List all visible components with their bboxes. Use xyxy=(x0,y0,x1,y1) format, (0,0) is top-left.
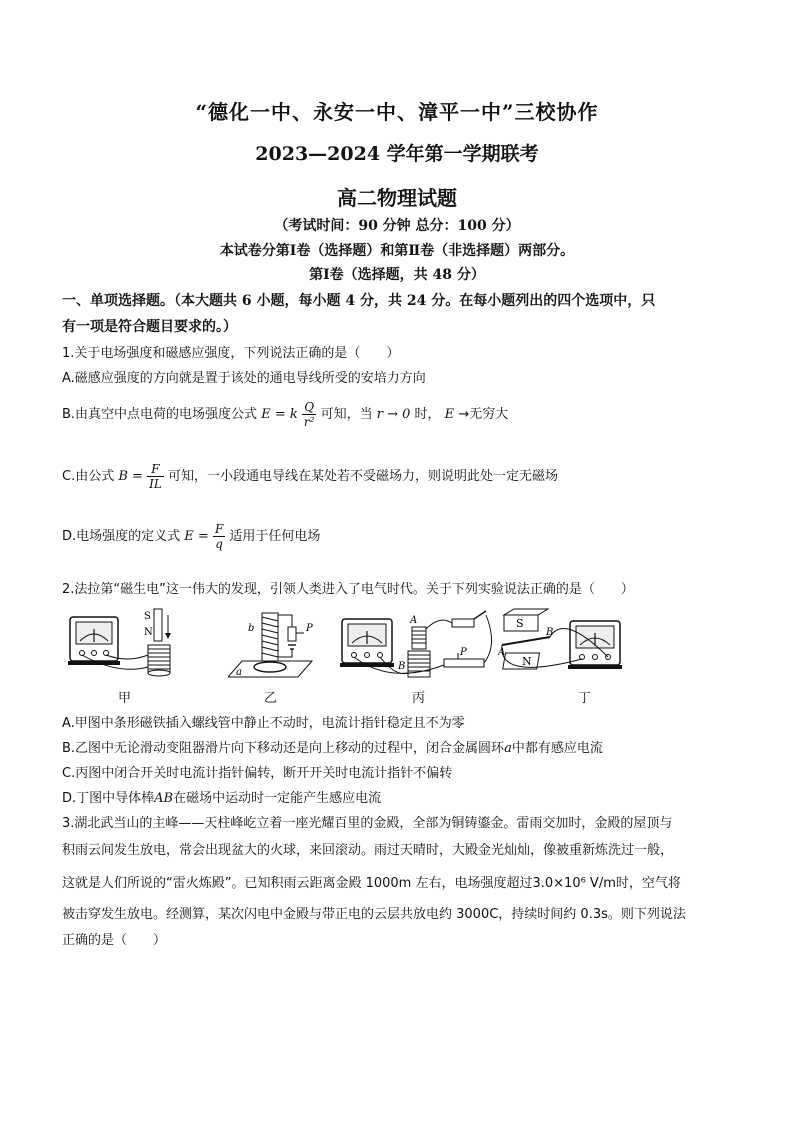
figure-caption-ding: 丁 xyxy=(578,691,592,706)
q1-stem: 1.关于电场强度和磁感应强度，下列说法正确的是（ ） xyxy=(62,346,400,361)
q3-line3 xyxy=(62,872,742,891)
coil-icon xyxy=(262,613,278,661)
q1-b-mid2: 时， xyxy=(414,407,441,422)
q1-option-c xyxy=(62,462,742,491)
inner-coil-icon xyxy=(412,627,426,649)
q2-option-d xyxy=(62,787,742,806)
galvanometer-base xyxy=(68,661,120,665)
q1-d-post: 适用于任何电场 xyxy=(229,529,321,544)
q1-b-e: E xyxy=(444,407,455,422)
figure-caption-bing: 丙 xyxy=(412,691,426,706)
q1-c-num: F xyxy=(147,462,164,477)
q2-b-a: a xyxy=(504,741,512,756)
coil-b-label: B xyxy=(398,661,406,672)
q1-b-post: →无穷大 xyxy=(458,407,509,422)
rod-b-label: B xyxy=(546,627,554,638)
pole-s-label: S xyxy=(516,617,524,630)
q2-option-c: C.丙图中闭合开关时电流计指针偏转，断开开关时电流计指针不偏转 xyxy=(62,766,453,781)
q1-c-den: IL xyxy=(149,477,162,491)
galvanometer-base xyxy=(568,665,622,669)
q1-b-fraction xyxy=(302,400,317,429)
figure-yi xyxy=(228,605,328,685)
q1-b-num: Q xyxy=(302,400,317,415)
q2-option-a: A.甲图中条形磁铁插入螺线管中静止不动时，电流计指针稳定且不为零 xyxy=(62,716,465,731)
q1-c-pre: C.由公式 xyxy=(62,469,115,484)
wire xyxy=(426,620,452,629)
rod-a-label: A xyxy=(498,647,506,658)
magnet-top xyxy=(504,609,548,615)
exam-subtitle: 2023—2024 学年第一学期联考 xyxy=(255,143,539,165)
figure-jia xyxy=(68,605,188,685)
exam-title: “德化一中、永安一中、漳平一中”三校协作 xyxy=(195,100,599,124)
structure-info: 本试卷分第Ⅰ卷（选择题）和第Ⅱ卷（非选择题）两部分。 xyxy=(219,243,575,259)
solenoid-coil xyxy=(148,645,170,676)
wire xyxy=(278,615,292,627)
q1-d-pre: D.电场强度的定义式 xyxy=(62,529,181,544)
magnet-s-label: S xyxy=(144,611,151,622)
q1-option-a: A.磁感应强度的方向就是置于该处的通电导线所受的安培力方向 xyxy=(62,371,426,386)
q2-d-post: 在磁场中运动时一定能产生感应电流 xyxy=(173,791,382,806)
q1-option-d xyxy=(62,522,742,551)
exam-name: 高二物理试题 xyxy=(337,186,457,210)
q1-d-eq: E = xyxy=(184,529,209,544)
part1-heading: 第Ⅰ卷（选择题，共 48 分） xyxy=(309,267,485,283)
q3-line1: 3.湖北武当山的主峰——天柱峰屹立着一座光耀百里的金殿，全部为铜铸鎏金。雷雨交加时，金殿的屋顶与 xyxy=(62,816,673,831)
slider-p-label: P xyxy=(306,623,313,634)
wire xyxy=(278,649,292,657)
q1-d-den: q xyxy=(215,537,223,551)
coil-b-label: b xyxy=(248,623,255,634)
q2-option-b xyxy=(62,737,742,756)
section1-line1: 一、单项选择题。（本大题共 6 小题，每小题 4 分，共 24 分。在每小题列出的四个选项中，只 xyxy=(62,293,656,309)
pole-n-label: N xyxy=(522,655,532,668)
q1-b-pre: B.由真空中点电荷的电场强度公式 xyxy=(62,407,258,422)
battery xyxy=(452,619,474,627)
q2-stem: 2.法拉第“磁生电”这一伟大的发现，引领人类进入了电气时代。关于下列实验说法正确的是（ ） xyxy=(62,582,634,597)
q1-option-b xyxy=(62,400,742,429)
q3-line5: 正确的是（ ） xyxy=(62,933,167,948)
rheostat xyxy=(444,659,484,667)
q2-b-post: 中都有感应电流 xyxy=(511,741,603,756)
conductor-rod xyxy=(502,637,550,645)
figure-bing xyxy=(340,605,500,687)
time-info: （考试时间：90 分钟 总分：100 分） xyxy=(274,218,520,234)
q3-l3-val: 3.0×10⁶ V/m xyxy=(532,876,616,891)
q1-c-eq: B = xyxy=(118,469,143,484)
q1-b-mid: 可知，当 xyxy=(320,407,373,422)
magnet-n-label: N xyxy=(144,627,153,638)
q1-b-eq: E = k xyxy=(261,407,298,422)
q3-l3-pre: 这就是人们所说的“雷火炼殿”。已知积雨云距离金殿 1000m 左右，电场强度超过 xyxy=(62,876,533,891)
q3-l3-post: 时，空气将 xyxy=(615,876,681,891)
q3-line4: 被击穿发生放电。经测算，某次闪电中金殿与带正电的云层共放电约 3000C，持续时间约 0.3s。则下列说法 xyxy=(62,907,686,922)
q1-c-post: 可知，一小段通电导线在某处若不受磁场力，则说明此处一定无磁场 xyxy=(167,469,558,484)
q2-d-ab: AB xyxy=(154,791,174,806)
q1-b-den: r² xyxy=(303,415,315,429)
q1-d-num: F xyxy=(214,522,224,536)
switch-icon xyxy=(474,611,486,619)
figure-ding xyxy=(498,605,638,685)
q2-d-pre: D.丁图中导体棒 xyxy=(62,791,155,806)
q3-line2: 积雨云间发生放电，常会出现盆大的火球，来回滚动。雨过天晴时，大殿金光灿灿，像被重新炼洗过一般， xyxy=(62,843,674,858)
q1-b-r: r → 0 xyxy=(376,407,411,422)
ring-a-label: a xyxy=(236,667,242,678)
rheostat xyxy=(288,627,296,641)
wire xyxy=(484,615,492,663)
slider-p-label: P xyxy=(460,647,467,658)
bar-magnet xyxy=(154,609,162,641)
q1-d-fraction xyxy=(213,522,225,551)
q2-b-pre: B.乙图中无论滑动变阻器滑片向下移动还是向上移动的过程中，闭合金属圆环 xyxy=(62,741,505,756)
arrow-head-icon xyxy=(165,633,171,639)
figure-caption-yi: 乙 xyxy=(264,691,278,706)
figure-caption-jia: 甲 xyxy=(118,691,132,706)
q1-c-fraction xyxy=(147,462,164,491)
section1-line2: 有一项是符合题目要求的。） xyxy=(62,319,237,335)
coil-a-label: A xyxy=(410,615,418,626)
